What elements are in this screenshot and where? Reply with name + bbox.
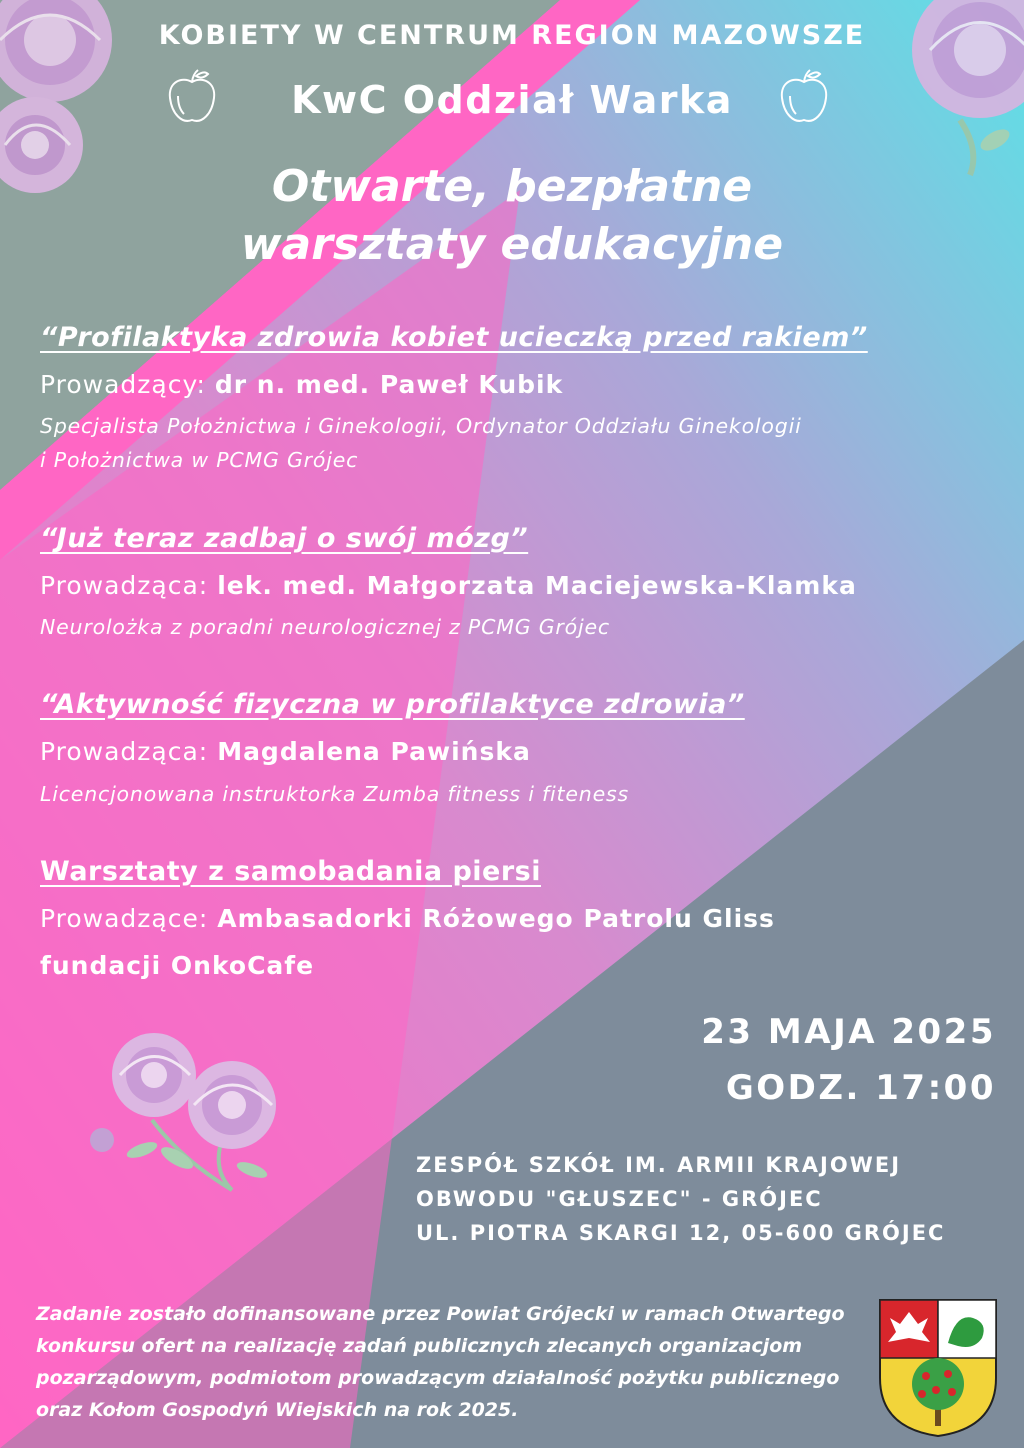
funding-line-1: Zadanie zostało dofinansowane przez Powiat Grójecki w ramach Otwartego bbox=[36, 1303, 845, 1325]
event-date: 23 MAJA 2025 bbox=[701, 1012, 996, 1052]
workshop-3-desc-line-1: Licencjonowana instruktorka Zumba fitness i fiteness bbox=[40, 782, 629, 806]
workshop-3-description bbox=[40, 777, 1000, 811]
workshop-4-name: Ambasadorki Różowego Patrolu Gliss bbox=[217, 904, 775, 933]
workshop-2-title: “Już teraz zadbaj o swój mózg” bbox=[40, 523, 529, 554]
workshop-2-lead bbox=[40, 571, 857, 600]
workshop-4-name-2: fundacji OnkoCafe bbox=[40, 951, 315, 980]
workshop-2-desc-line-1: Neurolożka z poradni neurologicznej z PCMG Grójec bbox=[40, 615, 610, 639]
coat-of-arms-icon bbox=[878, 1298, 998, 1438]
workshop-3-lead bbox=[40, 737, 531, 766]
workshop-4-lead bbox=[40, 904, 775, 933]
funding-note bbox=[36, 1298, 876, 1426]
workshop-1-title: “Profilaktyka zdrowia kobiet ucieczką przed rakiem” bbox=[40, 322, 868, 353]
venue-line-2: OBWODU "GŁUSZEC" - GRÓJEC bbox=[416, 1187, 823, 1211]
workshop-1-lead bbox=[40, 370, 563, 399]
funding-line-3: pozarządowym, podmiotom prowadzącym działalność pożytku publicznego bbox=[36, 1367, 840, 1389]
workshop-3-title: “Aktywność fizyczna w profilaktyce zdrowia” bbox=[40, 689, 745, 720]
venue-line-1: ZESPÓŁ SZKÓŁ IM. ARMII KRAJOWEJ bbox=[416, 1153, 902, 1177]
workshop-4-role: Prowadzące: bbox=[40, 904, 209, 933]
workshop-3-role: Prowadząca: bbox=[40, 737, 209, 766]
branch-title: KwC Oddział Warka bbox=[291, 78, 733, 122]
workshop-1-name: dr n. med. Paweł Kubik bbox=[214, 370, 564, 399]
workshop-4-lead-cont bbox=[40, 951, 314, 980]
funding-line-4: oraz Kołom Gospodyń Wiejskich na rok 2025. bbox=[36, 1399, 519, 1421]
workshop-4-title: Warsztaty z samobadania piersi bbox=[40, 856, 541, 887]
workshop-1-role: Prowadzący: bbox=[40, 370, 206, 399]
event-time: GODZ. 17:00 bbox=[725, 1068, 996, 1108]
headline-line-2: warsztaty edukacyjne bbox=[240, 219, 784, 270]
workshop-2-name: lek. med. Małgorzata Maciejewska-Klamka bbox=[217, 571, 857, 600]
organization-title: KOBIETY W CENTRUM REGION MAZOWSZE bbox=[158, 20, 866, 51]
funding-line-2: konkursu ofert na realizację zadań publicznych zlecanych organizacjom bbox=[36, 1335, 803, 1357]
workshop-2-role: Prowadząca: bbox=[40, 571, 209, 600]
workshop-1-description bbox=[40, 409, 1000, 477]
peony-flower-icon bbox=[82, 1030, 282, 1200]
workshop-1-desc-line-2: i Położnictwa w PCMG Grójec bbox=[40, 448, 359, 472]
workshop-1-desc-line-1: Specjalista Położnictwa i Ginekologii, Ordynator Oddziału Ginekologii bbox=[40, 414, 802, 438]
headline-line-1: Otwarte, bezpłatne bbox=[271, 161, 753, 212]
workshop-3-name: Magdalena Pawińska bbox=[217, 737, 531, 766]
headline bbox=[0, 158, 1024, 274]
workshop-2-description bbox=[40, 610, 1000, 644]
venue-line-3: UL. PIOTRA SKARGI 12, 05-600 GRÓJEC bbox=[416, 1221, 946, 1245]
